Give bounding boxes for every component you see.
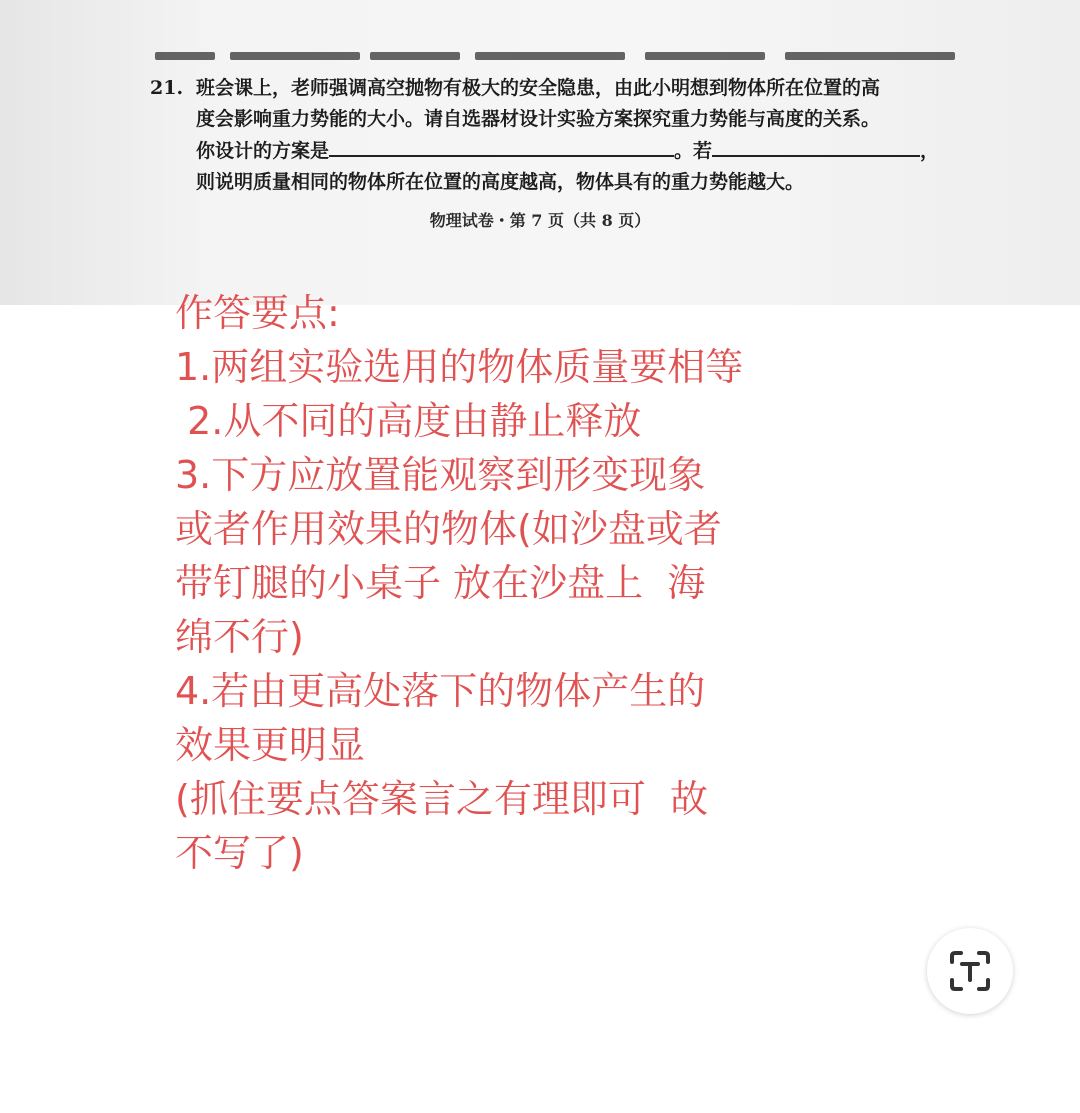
page-footer: 物理试卷・第 7 页（共 8 页） — [429, 211, 651, 230]
answer-line: 不写了) — [175, 831, 304, 875]
plan-prompt: 你设计的方案是 — [196, 140, 330, 162]
comma: ， — [920, 140, 940, 162]
answer-notes — [175, 286, 1035, 880]
plan-answer-blank[interactable] — [329, 135, 674, 157]
question-line-4: 则说明质量相同的物体所在位置的高度越高，物体具有的重力势能越大。 — [196, 171, 805, 193]
question-line-2: 度会影响重力势能的大小。请自选器材设计实验方案探究重力势能与高度的关系。 — [196, 108, 881, 130]
answer-line: 或者作用效果的物体(如沙盘或者 — [175, 507, 722, 551]
text-scan-button[interactable] — [927, 928, 1013, 1014]
answer-line: 2.从不同的高度由静止释放 — [175, 399, 642, 443]
question-number: 21. — [150, 77, 184, 99]
exam-scan-image — [0, 0, 1080, 305]
answer-line: 效果更明显 — [175, 723, 366, 767]
answer-line: 带钉腿的小桌子 放在沙盘上 海 — [175, 561, 706, 605]
answer-line: 1.两组实验选用的物体质量要相等 — [175, 345, 744, 389]
answer-line: 4.若由更高处落下的物体产生的 — [175, 669, 706, 713]
condition-prompt: 。若 — [674, 140, 713, 162]
answer-heading: 作答要点: — [175, 291, 340, 335]
answer-line: (抓住要点答案言之有理即可 故 — [175, 777, 708, 821]
cropped-previous-line — [155, 48, 965, 62]
condition-answer-blank[interactable] — [712, 135, 920, 157]
answer-line: 3.下方应放置能观察到形变现象 — [175, 453, 706, 497]
answer-line: 绵不行) — [175, 615, 304, 659]
question-line-3 — [150, 135, 990, 167]
text-scan-icon — [948, 949, 992, 993]
question-21 — [150, 73, 990, 198]
question-line-1: 班会课上，老师强调高空抛物有极大的安全隐患，由此小明想到物体所在位置的高 — [196, 77, 881, 99]
